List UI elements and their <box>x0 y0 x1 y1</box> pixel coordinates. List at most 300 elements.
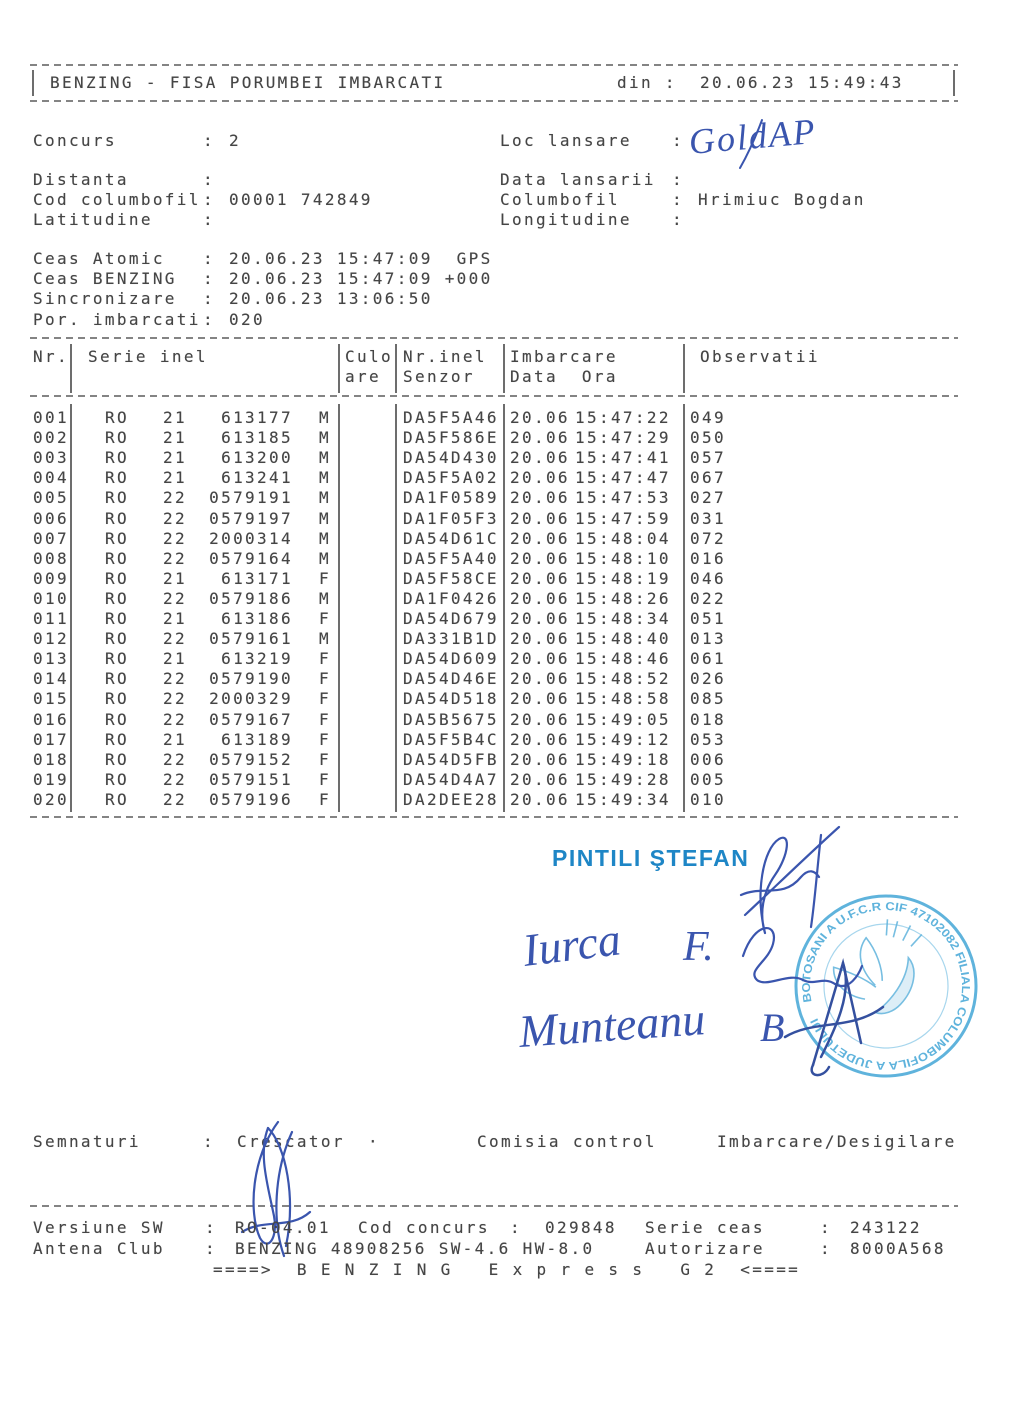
cell-observatii: 031 <box>690 508 726 528</box>
table-row <box>30 589 958 609</box>
cell-sex: M <box>319 428 331 448</box>
cell-year: 22 <box>163 488 187 508</box>
cell-country: RO <box>105 468 129 488</box>
cell-date: 20.06 <box>510 649 570 669</box>
cell-country: RO <box>105 669 129 689</box>
colon: : <box>203 170 215 189</box>
field-label: Ceas BENZING <box>33 269 177 288</box>
svg-text:F.: F. <box>683 924 714 970</box>
col-header-serie-inel: Serie inel <box>88 347 208 366</box>
cell-date: 20.06 <box>510 488 570 508</box>
cell-country: RO <box>105 649 129 669</box>
field-label: Loc lansare <box>500 131 632 150</box>
field-value: 00001 742849 <box>229 190 373 209</box>
cell-nr: 013 <box>33 649 69 669</box>
table-row <box>30 569 958 589</box>
cell-year: 21 <box>163 649 187 669</box>
field-distanta <box>33 170 229 190</box>
col-header-senzor-2: Senzor <box>403 367 475 386</box>
cell-ring-number: 613219 <box>221 649 293 669</box>
field-value: Hrimiuc Bogdan <box>698 190 866 209</box>
cell-ring-number: 2000329 <box>209 689 293 709</box>
cell-observatii: 027 <box>690 488 726 508</box>
table-separator-top <box>30 337 958 339</box>
cell-time: 15:48:19 <box>575 568 671 588</box>
cell-nr: 001 <box>33 408 69 427</box>
colon: : <box>203 1132 215 1151</box>
cell-date: 20.06 <box>510 468 570 488</box>
cell-date: 20.06 <box>510 749 570 769</box>
cell-date: 20.06 <box>510 568 570 588</box>
cell-time: 15:47:53 <box>575 488 671 508</box>
field-value: 2 <box>229 131 241 150</box>
cell-country: RO <box>105 689 129 709</box>
role-breeder: Crescator <box>237 1132 345 1151</box>
cell-country: RO <box>105 428 129 448</box>
field-latitudine <box>33 210 229 230</box>
cell-sex: M <box>319 629 331 649</box>
cell-nr: 007 <box>33 528 69 548</box>
cell-year: 22 <box>163 709 187 729</box>
cell-year: 22 <box>163 669 187 689</box>
print-datetime: 20.06.23 15:49:43 <box>700 73 904 92</box>
cell-sensor: DA54D430 <box>403 448 499 468</box>
cell-time: 15:48:34 <box>575 609 671 628</box>
field-por-imbarcati <box>33 310 265 330</box>
cell-year: 21 <box>163 468 187 488</box>
cell-nr: 004 <box>33 468 69 488</box>
cell-date: 20.06 <box>510 508 570 528</box>
cell-date: 20.06 <box>510 609 570 628</box>
cell-nr: 016 <box>33 709 69 729</box>
table-row <box>30 750 958 770</box>
col-header-nr: Nr. <box>33 347 69 366</box>
cell-nr: 011 <box>33 609 69 628</box>
cell-observatii: 061 <box>690 649 726 669</box>
cell-year: 22 <box>163 548 187 568</box>
header-box-bottom-border <box>30 100 958 102</box>
svg-text:GoldAP: GoldAP <box>687 110 819 162</box>
cell-sensor: DA54D4A7 <box>403 769 499 789</box>
cell-nr: 017 <box>33 729 69 749</box>
cell-country: RO <box>105 749 129 769</box>
table-column-divider <box>683 344 685 393</box>
cell-time: 15:48:26 <box>575 588 671 608</box>
cell-nr: 019 <box>33 769 69 789</box>
cell-sensor: DA5F58CE <box>403 568 499 588</box>
field-label: Por. imbarcati <box>33 310 201 329</box>
cell-sensor: DA54D61C <box>403 528 499 548</box>
cell-observatii: 072 <box>690 528 726 548</box>
cell-sex: M <box>319 408 331 427</box>
cell-date: 20.06 <box>510 408 570 427</box>
cell-time: 15:49:28 <box>575 769 671 789</box>
cell-time: 15:49:12 <box>575 729 671 749</box>
colon: : <box>820 1239 832 1258</box>
table-row <box>30 730 958 750</box>
field-label: Sincronizare <box>33 289 177 308</box>
cell-sex: F <box>319 749 331 769</box>
col-header-culoare-1: Culo <box>345 347 393 366</box>
field-ceas-benzing <box>33 269 493 289</box>
table-row <box>30 689 958 709</box>
cell-observatii: 046 <box>690 568 726 588</box>
colon: : <box>203 289 215 308</box>
cell-ring-number: 0579186 <box>209 588 293 608</box>
print-date-label: din : <box>617 73 677 92</box>
table-row <box>30 468 958 488</box>
cell-date: 20.06 <box>510 669 570 689</box>
cell-year: 22 <box>163 769 187 789</box>
cell-sex: F <box>319 789 331 809</box>
cell-observatii: 026 <box>690 669 726 689</box>
field-longitudine <box>500 210 698 230</box>
cell-time: 15:49:05 <box>575 709 671 729</box>
field-value: 20.06.23 15:47:09 +000 <box>229 269 493 288</box>
colon: : <box>510 1218 522 1237</box>
role-committee: Comisia control <box>477 1132 657 1151</box>
cell-year: 22 <box>163 508 187 528</box>
cell-country: RO <box>105 588 129 608</box>
cell-nr: 010 <box>33 588 69 608</box>
cell-sex: F <box>319 769 331 789</box>
cell-sex: F <box>319 649 331 669</box>
cell-year: 21 <box>163 568 187 588</box>
cell-time: 15:47:59 <box>575 508 671 528</box>
field-label: Cod columbofil <box>33 190 201 209</box>
cell-time: 15:48:40 <box>575 629 671 649</box>
field-label: Latitudine <box>33 210 153 229</box>
cell-ring-number: 0579164 <box>209 548 293 568</box>
table-row <box>30 649 958 669</box>
cell-sensor: DA1F05F3 <box>403 508 499 528</box>
cell-time: 15:47:22 <box>575 408 671 427</box>
benzing-banner: ====> B E N Z I N G E x p r e s s G 2 <==== <box>213 1260 801 1279</box>
cell-sensor: DA5F5A46 <box>403 408 499 427</box>
table-column-divider <box>503 344 505 393</box>
cell-sensor: DA331B1D <box>403 629 499 649</box>
cell-country: RO <box>105 548 129 568</box>
field-loc-lansare <box>500 131 698 151</box>
role-boarding: Imbarcare/Desigilare <box>717 1132 957 1151</box>
field-data-lansarii <box>500 170 698 190</box>
colon: : <box>672 210 684 229</box>
cell-ring-number: 613189 <box>221 729 293 749</box>
cell-observatii: 018 <box>690 709 726 729</box>
cell-year: 21 <box>163 448 187 468</box>
signatures-label: Semnaturi <box>33 1132 141 1151</box>
cell-time: 15:47:47 <box>575 468 671 488</box>
table-row <box>30 609 958 629</box>
svg-text:Iurca: Iurca <box>520 913 624 976</box>
cell-ring-number: 2000314 <box>209 528 293 548</box>
cell-country: RO <box>105 528 129 548</box>
colon: : <box>203 310 215 329</box>
colon: : <box>203 249 215 268</box>
field-label: Concurs <box>33 131 117 150</box>
cell-year: 21 <box>163 428 187 448</box>
cell-country: RO <box>105 609 129 628</box>
field-value: 020 <box>229 310 265 329</box>
field-sincronizare <box>33 289 433 309</box>
field-label: Columbofil <box>500 190 620 209</box>
header-box-right-border <box>953 70 955 96</box>
table-column-divider <box>70 344 72 393</box>
cell-sensor: DA2DEE28 <box>403 789 499 809</box>
cell-ring-number: 613177 <box>221 408 293 427</box>
table-row <box>30 488 958 508</box>
committee-signature-2 <box>512 985 802 1080</box>
cell-country: RO <box>105 568 129 588</box>
cell-sex: M <box>319 468 331 488</box>
cell-country: RO <box>105 789 129 809</box>
cell-year: 21 <box>163 729 187 749</box>
col-header-observatii: Observatii <box>700 347 820 366</box>
cell-observatii: 050 <box>690 428 726 448</box>
colon: : <box>672 190 684 209</box>
cell-ring-number: 0579197 <box>209 508 293 528</box>
cell-sensor: DA54D609 <box>403 649 499 669</box>
cell-sex: F <box>319 669 331 689</box>
cell-observatii: 051 <box>690 609 726 628</box>
col-header-imbarcare-1: Imbarcare <box>510 347 618 366</box>
table-row <box>30 790 958 810</box>
colon: : <box>203 131 215 150</box>
cell-sex: M <box>319 488 331 508</box>
cell-sensor: DA54D518 <box>403 689 499 709</box>
cell-time: 15:48:58 <box>575 689 671 709</box>
cell-nr: 015 <box>33 689 69 709</box>
cell-nr: 008 <box>33 548 69 568</box>
col-header-imbarcare-2: Data Ora <box>510 367 618 386</box>
antena-club-value: BENZING 48908256 SW-4.6 HW-8.0 <box>235 1239 595 1258</box>
table-row <box>30 669 958 689</box>
cell-sensor: DA1F0589 <box>403 488 499 508</box>
cell-nr: 020 <box>33 789 69 809</box>
colon: : <box>203 190 215 209</box>
cell-country: RO <box>105 769 129 789</box>
cell-observatii: 022 <box>690 588 726 608</box>
field-label: Ceas Atomic <box>33 249 165 268</box>
table-row <box>30 428 958 448</box>
cell-time: 15:49:34 <box>575 789 671 809</box>
cell-time: 15:49:18 <box>575 749 671 769</box>
cell-ring-number: 0579190 <box>209 669 293 689</box>
cell-observatii: 053 <box>690 729 726 749</box>
cell-sex: M <box>319 548 331 568</box>
cell-time: 15:48:52 <box>575 669 671 689</box>
serie-ceas-label: Serie ceas <box>645 1218 765 1237</box>
field-label: Data lansarii <box>500 170 656 189</box>
cell-nr: 014 <box>33 669 69 689</box>
svg-text:BOTOSANI A U.F.C.R CIF 47102: BOTOSANI A U.F.C.R CIF 47102082 FILIALA COLUMBOFILA A JUDETULUI <box>800 900 972 1072</box>
table-row <box>30 529 958 549</box>
field-label: Distanta <box>33 170 129 189</box>
cell-sensor: DA5F5B4C <box>403 729 499 749</box>
cell-sensor: DA5F586E <box>403 428 499 448</box>
cell-country: RO <box>105 729 129 749</box>
cell-year: 22 <box>163 689 187 709</box>
cell-time: 15:48:46 <box>575 649 671 669</box>
col-header-culoare-2: are <box>345 367 381 386</box>
cell-observatii: 006 <box>690 749 726 769</box>
operator-name-stamp: PINTILI ŞTEFAN <box>552 845 750 871</box>
cell-time: 15:47:41 <box>575 448 671 468</box>
cell-observatii: 057 <box>690 448 726 468</box>
svg-text:B: B <box>760 1005 785 1050</box>
cell-ring-number: 0579196 <box>209 789 293 809</box>
field-label: Longitudine <box>500 210 632 229</box>
cell-country: RO <box>105 448 129 468</box>
col-header-senzor-1: Nr.inel <box>403 347 487 366</box>
cell-observatii: 016 <box>690 548 726 568</box>
cell-date: 20.06 <box>510 729 570 749</box>
cell-year: 22 <box>163 789 187 809</box>
cell-year: 22 <box>163 749 187 769</box>
table-row <box>30 710 958 730</box>
cell-date: 20.06 <box>510 769 570 789</box>
antena-club-label: Antena Club <box>33 1239 165 1258</box>
cell-sex: M <box>319 508 331 528</box>
cell-nr: 005 <box>33 488 69 508</box>
cell-year: 21 <box>163 609 187 628</box>
table-row <box>30 549 958 569</box>
field-value: 20.06.23 13:06:50 <box>229 289 433 308</box>
cell-observatii: 013 <box>690 629 726 649</box>
field-concurs <box>33 131 241 151</box>
table-row <box>30 509 958 529</box>
cell-nr: 012 <box>33 629 69 649</box>
colon: : <box>672 170 684 189</box>
cell-time: 15:47:29 <box>575 428 671 448</box>
cell-sensor: DA54D679 <box>403 609 499 628</box>
cell-date: 20.06 <box>510 709 570 729</box>
cell-country: RO <box>105 488 129 508</box>
cell-observatii: 049 <box>690 408 726 427</box>
table-body <box>30 408 958 812</box>
cell-sensor: DA54D46E <box>403 669 499 689</box>
cell-sensor: DA54D5FB <box>403 749 499 769</box>
cell-sex: M <box>319 528 331 548</box>
cell-country: RO <box>105 508 129 528</box>
colon: : <box>820 1218 832 1237</box>
cell-date: 20.06 <box>510 448 570 468</box>
table-column-divider <box>395 344 397 393</box>
svg-text:Munteanu: Munteanu <box>517 993 707 1057</box>
cell-date: 20.06 <box>510 789 570 809</box>
colon: : <box>203 210 215 229</box>
cell-sensor: DA1F0426 <box>403 588 499 608</box>
cell-time: 15:48:04 <box>575 528 671 548</box>
cell-sex: F <box>319 609 331 628</box>
cell-sensor: DA5F5A40 <box>403 548 499 568</box>
field-value: 20.06.23 15:47:09 GPS <box>229 249 493 268</box>
autorizare-value: 8000A568 <box>850 1239 946 1258</box>
cell-year: 22 <box>163 588 187 608</box>
cell-sex: F <box>319 729 331 749</box>
cell-country: RO <box>105 629 129 649</box>
cell-nr: 009 <box>33 568 69 588</box>
field-cod-columbofil <box>33 190 373 210</box>
cell-ring-number: 0579167 <box>209 709 293 729</box>
cell-ring-number: 613186 <box>221 609 293 628</box>
cell-country: RO <box>105 709 129 729</box>
table-row <box>30 448 958 468</box>
cell-ring-number: 0579161 <box>209 629 293 649</box>
table-row <box>30 629 958 649</box>
table-row <box>30 408 958 428</box>
cell-ring-number: 613185 <box>221 428 293 448</box>
field-ceas-atomic <box>33 249 493 269</box>
colon: : <box>205 1239 217 1258</box>
serie-ceas-value: 243122 <box>850 1218 922 1237</box>
cell-sensor: DA5F5A02 <box>403 468 499 488</box>
footer-separator <box>30 1205 958 1207</box>
cell-date: 20.06 <box>510 528 570 548</box>
cell-date: 20.06 <box>510 689 570 709</box>
cell-sex: F <box>319 709 331 729</box>
cell-observatii: 005 <box>690 769 726 789</box>
colon: : <box>203 269 215 288</box>
cell-year: 21 <box>163 408 187 427</box>
cod-concurs-label: Cod concurs <box>358 1218 490 1237</box>
cell-observatii: 067 <box>690 468 726 488</box>
cell-year: 22 <box>163 528 187 548</box>
cell-sex: M <box>319 588 331 608</box>
cell-nr: 006 <box>33 508 69 528</box>
sw-version-value: RO-04.01 <box>235 1218 331 1237</box>
sw-version-label: Versiune SW <box>33 1218 165 1237</box>
cell-ring-number: 0579152 <box>209 749 293 769</box>
header-box-left-border <box>32 70 34 96</box>
cell-ring-number: 613241 <box>221 468 293 488</box>
cell-sex: F <box>319 689 331 709</box>
colon: : <box>205 1218 217 1237</box>
handwritten-location <box>678 110 858 174</box>
cell-nr: 002 <box>33 428 69 448</box>
table-column-divider <box>338 344 340 393</box>
colon: : <box>672 131 684 150</box>
cell-ring-number: 613171 <box>221 568 293 588</box>
cell-ring-number: 0579151 <box>209 769 293 789</box>
cell-year: 22 <box>163 629 187 649</box>
cell-observatii: 010 <box>690 789 726 809</box>
cell-ring-number: 0579191 <box>209 488 293 508</box>
cell-date: 20.06 <box>510 428 570 448</box>
cell-observatii: 085 <box>690 689 726 709</box>
cell-country: RO <box>105 408 129 427</box>
cell-date: 20.06 <box>510 548 570 568</box>
cell-sex: F <box>319 568 331 588</box>
cod-concurs-value: 029848 <box>545 1218 617 1237</box>
cell-date: 20.06 <box>510 588 570 608</box>
cell-sensor: DA5B5675 <box>403 709 499 729</box>
table-row <box>30 770 958 790</box>
autorizare-label: Autorizare <box>645 1239 765 1258</box>
cell-nr: 018 <box>33 749 69 769</box>
cell-ring-number: 613200 <box>221 448 293 468</box>
cell-nr: 003 <box>33 448 69 468</box>
cell-time: 15:48:10 <box>575 548 671 568</box>
dot-mark: · <box>368 1132 380 1151</box>
cell-sex: M <box>319 448 331 468</box>
header-box-top-border <box>30 64 958 66</box>
field-columbofil <box>500 190 866 210</box>
cell-date: 20.06 <box>510 629 570 649</box>
committee-signature-flourish <box>765 945 895 1080</box>
table-separator-header <box>30 395 958 397</box>
document-title: BENZING - FISA PORUMBEI IMBARCATI <box>50 73 446 92</box>
